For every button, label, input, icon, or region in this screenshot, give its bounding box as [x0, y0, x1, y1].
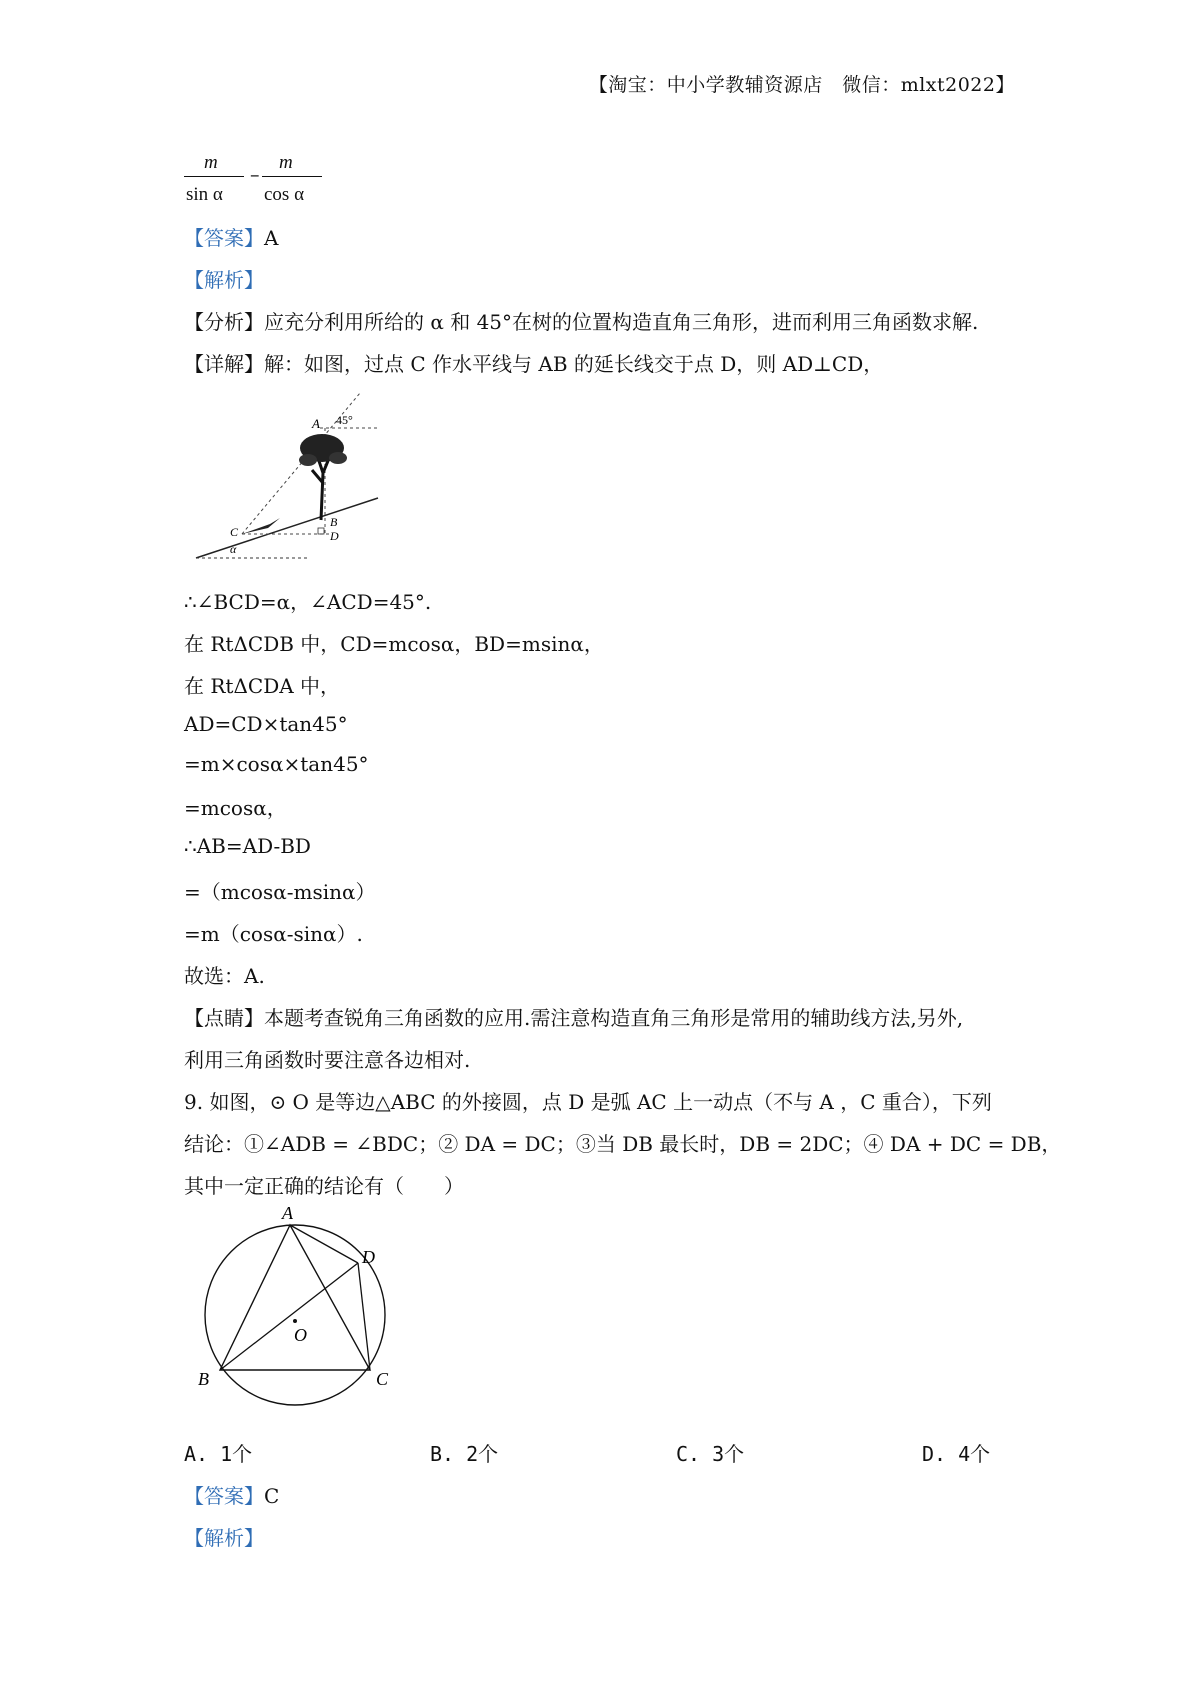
fraction-minus: –: [250, 164, 260, 186]
q8-detail-tag: 【详解】: [184, 352, 264, 376]
fig1-label-d: D: [330, 529, 339, 543]
q8-step-7: ∴AB=AD-BD: [184, 834, 311, 858]
q8-dianjing-1: 本题考查锐角三角函数的应用.需注意构造直角三角形是常用的辅助线方法,另外,: [264, 1006, 964, 1030]
q9-stem-1: 9. 如图，⊙ O 是等边△ABC 的外接圆，点 D 是弧 AC 上一动点（不与 A ，C 重合），下列: [184, 1090, 992, 1114]
segment-db: [220, 1263, 358, 1370]
fraction-denominator-right: cos α: [264, 184, 305, 205]
fraction-bar-left: [184, 176, 244, 177]
q8-step-1: ∴∠BCD=α，∠ACD=45°.: [184, 590, 432, 614]
q9-answer: C: [264, 1484, 280, 1508]
slope-line: [196, 498, 378, 558]
circumcircle: [205, 1225, 385, 1405]
center-point: [293, 1319, 297, 1323]
q9-stem-3: 其中一定正确的结论有（ ）: [184, 1174, 464, 1198]
fig2-label-b: B: [198, 1369, 209, 1389]
tree-trunk: [312, 456, 330, 520]
fraction-numerator-right: m: [279, 152, 293, 173]
q8-dianjing-line-2: 利用三角函数时要注意各边相对.: [184, 1048, 471, 1072]
fig2-label-a: A: [282, 1205, 293, 1223]
q8-step-3: 在 RtΔCDA 中，: [184, 674, 341, 698]
fig1-label-a: A: [312, 416, 320, 431]
q8-step-4: AD=CD×tan45°: [184, 712, 348, 736]
q9-stem-2: 结论：①∠ADB = ∠BDC；② DA = DC；③当 DB 最长时，DB = 2DC；④ DA + DC = DB，: [184, 1132, 1062, 1156]
tree-crown-left: [299, 454, 317, 466]
fig1-label-b: B: [330, 515, 338, 529]
q9-option-a: A. 1个: [184, 1442, 253, 1466]
option-fraction: [184, 150, 324, 210]
fraction-bar-right: [262, 176, 322, 177]
fig1-label-alpha: α: [230, 542, 237, 556]
q9-analysis-tag: 【解析】: [184, 1526, 264, 1550]
segment-dc: [358, 1263, 370, 1370]
tree-crown-right: [329, 452, 347, 464]
page-header: 【淘宝：中小学教辅资源店 微信：mlxt2022】: [588, 74, 1015, 96]
q9-answer-line: [184, 1480, 279, 1509]
q8-step-9: =m（cosα-sinα）.: [184, 922, 363, 946]
q8-analysis-tag: 【解析】: [184, 268, 264, 292]
q8-detail-line: [184, 348, 883, 377]
fig2-label-c: C: [376, 1369, 389, 1389]
q8-dianjing-line-1: [184, 1002, 963, 1031]
q8-detail: 解：如图，过点 C 作水平线与 AB 的延长线交于点 D，则 AD⊥CD，: [264, 352, 884, 376]
q8-fenxi: 应充分利用所给的 α 和 45°在树的位置构造直角三角形，进而利用三角函数求解.: [264, 310, 979, 334]
right-angle-mark: [318, 528, 324, 534]
q9-option-c: C. 3个: [676, 1442, 745, 1466]
q8-dianjing-tag: 【点睛】: [184, 1006, 264, 1030]
triangle-abc: [220, 1225, 370, 1370]
circle-figure: [190, 1205, 420, 1415]
q8-step-8: =（mcosα-msinα）: [184, 880, 376, 904]
q8-answer-line: [184, 222, 278, 251]
q8-fenxi-line: [184, 306, 978, 335]
q9-answer-tag: 【答案】: [184, 1484, 264, 1508]
tree-slope-figure: [190, 388, 390, 568]
fig1-label-45: 45°: [336, 413, 353, 427]
q8-answer-tag: 【答案】: [184, 226, 264, 250]
q8-step-6: =mcosα，: [184, 796, 287, 820]
q8-fenxi-tag: 【分析】: [184, 310, 264, 334]
fraction-denominator-left: sin α: [186, 184, 223, 205]
fig1-label-c: C: [230, 525, 239, 539]
q9-option-b: B. 2个: [430, 1442, 499, 1466]
fraction-numerator-left: m: [204, 152, 218, 173]
fig2-label-d: D: [362, 1247, 375, 1267]
q9-option-d: D. 4个: [922, 1442, 991, 1466]
fig2-label-o: O: [294, 1325, 307, 1345]
q8-step-10: 故选：A.: [184, 964, 265, 988]
q8-answer: A: [264, 226, 279, 250]
q8-step-2: 在 RtΔCDB 中，CD=mcosα，BD=msinα，: [184, 632, 604, 656]
q8-step-5: =m×cosα×tan45°: [184, 752, 369, 776]
